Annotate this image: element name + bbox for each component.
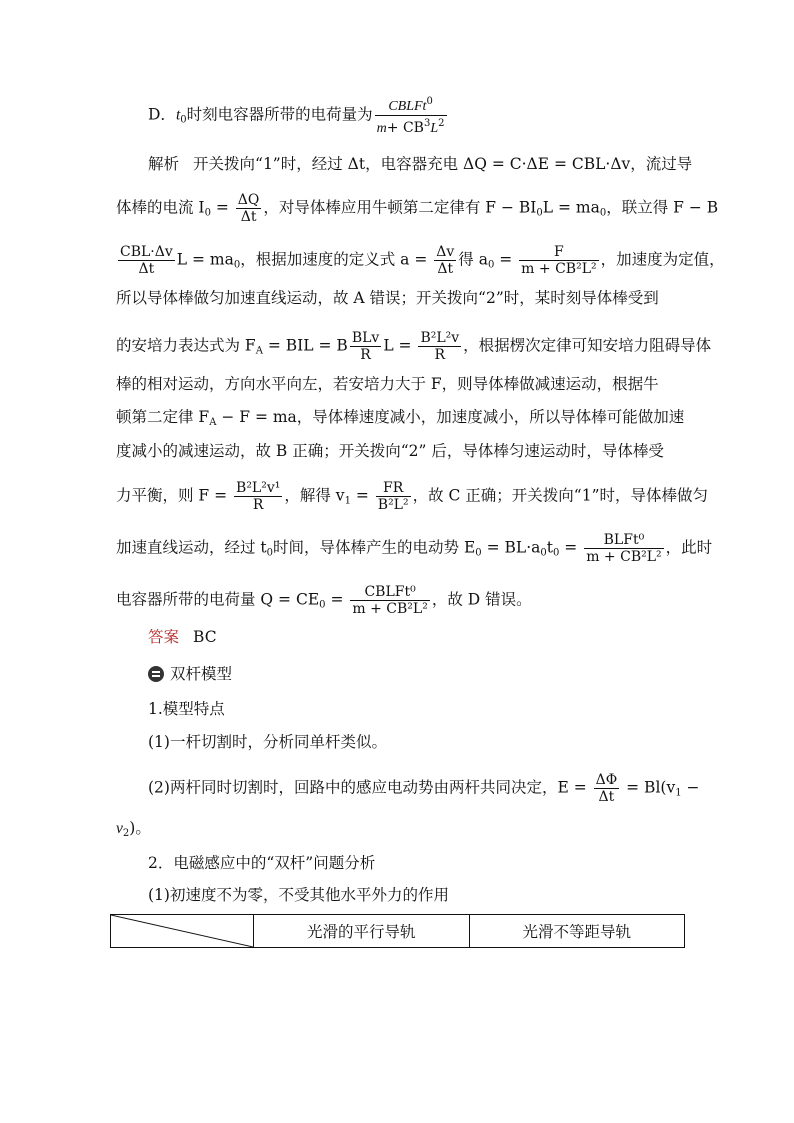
- analysis-line-9: [116, 480, 708, 513]
- formula-fraction: [584, 532, 663, 565]
- formula-fraction: [234, 480, 282, 513]
- num: FR: [376, 480, 411, 497]
- option-d-label: D．: [148, 105, 176, 124]
- text: 时间，导体棒产生的电动势 E: [273, 538, 476, 557]
- num: ΔQ: [237, 192, 260, 208]
- text: =: [494, 250, 518, 269]
- text: ，联立得 F − B: [606, 198, 719, 217]
- analysis-line-7: [116, 407, 684, 433]
- text: ，解得 v: [284, 486, 345, 505]
- text: − F = ma，导体棒速度减小，加速度减小，所以导体棒可能做加速: [216, 408, 685, 426]
- sub: 0: [204, 207, 211, 219]
- analysis-line-3: [116, 244, 725, 277]
- analysis-line-11: [116, 584, 532, 617]
- den-a: m: [376, 121, 387, 136]
- section-item-2: 2．电磁感应中的“双杆”问题分析: [148, 854, 376, 872]
- text: )。: [129, 819, 151, 837]
- den: Δt: [598, 789, 615, 805]
- answer-label: 答案: [148, 628, 180, 646]
- sup: 2: [438, 118, 445, 129]
- section-item-2-1: (1)初速度不为零，不受其他水平外力的作用: [148, 886, 449, 904]
- formula-fraction: [418, 330, 461, 363]
- analysis-label: 解析: [148, 155, 180, 173]
- den-c: L: [430, 121, 439, 136]
- text: L =: [383, 336, 417, 355]
- den: Δt: [437, 261, 454, 277]
- sub: 0: [180, 114, 187, 126]
- text: 加速直线运动，经过 t: [116, 538, 267, 557]
- text: ，加速度为定值，: [600, 250, 725, 269]
- sub: 0: [319, 599, 326, 611]
- num: Δv: [436, 244, 455, 260]
- den: B²L²: [377, 497, 409, 513]
- option-d: [148, 94, 449, 137]
- num: CBL·Δv: [120, 244, 173, 260]
- table-header-unequal: 光滑不等距导轨: [469, 915, 685, 948]
- section-item-1-2-cont: [116, 818, 151, 844]
- den: m + CB²L²: [352, 601, 428, 617]
- text: = Bl(v: [621, 778, 676, 797]
- text: 的安培力表达式为 F: [116, 336, 256, 355]
- num: ΔΦ: [595, 772, 618, 788]
- diagonal-header-cell: [111, 915, 254, 948]
- analysis-line-5: [116, 330, 711, 363]
- sub: 0: [475, 547, 482, 559]
- formula-fraction: [376, 480, 411, 513]
- section-heading: [148, 664, 232, 684]
- var-t: t: [175, 106, 181, 124]
- sub: 0: [487, 259, 495, 271]
- sub: A: [209, 417, 217, 428]
- num: BLv: [351, 330, 380, 346]
- num: CBLFt: [388, 99, 427, 114]
- den: Δt: [138, 261, 155, 277]
- analysis-line-6: 棒的相对运动，方向水平向左，若安培力大于 F，则导体棒做减速运动，根据牛: [116, 375, 659, 393]
- num: F: [519, 244, 598, 261]
- formula-fraction: [434, 244, 456, 277]
- section-title: 双杆模型: [170, 665, 233, 683]
- section-item-1: 1.模型特点: [148, 700, 225, 718]
- analysis-line-10: [116, 532, 712, 565]
- sub: 2: [122, 828, 130, 839]
- table-row: [111, 915, 685, 948]
- text: ，根据楞次定律可知安培力阻碍导体: [463, 336, 712, 355]
- text: L = ma: [176, 250, 234, 269]
- formula-fraction: [236, 192, 262, 225]
- formula-fraction: [519, 244, 598, 277]
- den: m + CB²L²: [586, 549, 662, 565]
- text: 电容器所带的电荷量 Q = CE: [116, 590, 320, 609]
- formula-fraction: [350, 584, 429, 617]
- den-b: + CB: [386, 120, 424, 136]
- analysis-line-1: [148, 154, 692, 174]
- analysis-line-8: 度减小的减速运动，故 B 正确；开关拨向“2” 后，导体棒匀速运动时，导体棒受: [116, 442, 664, 460]
- sub: 0: [266, 547, 274, 559]
- analysis-line-2: [116, 192, 718, 225]
- section-item-1-2: [148, 772, 700, 805]
- text: (2)两杆同时切割时，回路中的感应电动势由两杆共同决定，E =: [148, 778, 592, 797]
- text: 体棒的电流 I: [116, 198, 205, 217]
- section-marker-icon: [148, 666, 164, 682]
- text: 得 a: [458, 250, 488, 269]
- text: −: [681, 778, 700, 797]
- text: ，根据加速度的定义式 a =: [240, 250, 433, 269]
- diagonal-line: [111, 915, 253, 947]
- text: = BIL = B: [262, 336, 348, 355]
- text: ，对导体棒应用牛顿第二定律有 F − BI: [263, 198, 537, 217]
- text: 开关拨向“1”时，经过 Δt，电容器充电 ΔQ = C·ΔE = CBL·Δv，流过导: [193, 155, 693, 173]
- formula-fraction: [375, 94, 447, 137]
- sub: 1: [344, 495, 351, 507]
- num: CBLFt⁰: [350, 584, 429, 601]
- text: 力平衡，则 F =: [116, 486, 233, 505]
- den: R: [360, 347, 371, 363]
- comparison-table: [110, 914, 685, 948]
- text: L = ma: [542, 198, 600, 217]
- num: B²L²v: [420, 330, 460, 346]
- text: 顿第二定律 F: [116, 408, 210, 426]
- sup: 3: [423, 118, 431, 129]
- table-header-parallel: 光滑的平行导轨: [254, 915, 470, 948]
- sub: 0: [233, 259, 241, 271]
- section-item-1-1: (1)一杆切割时，分析同单杆类似。: [148, 733, 387, 751]
- den: R: [434, 347, 446, 363]
- den: m + CB²L²: [521, 261, 597, 277]
- var-v: v: [116, 820, 123, 837]
- text: =: [559, 538, 583, 557]
- answer-line: [148, 627, 217, 647]
- text: =: [325, 590, 349, 609]
- text: t: [546, 538, 553, 557]
- text: =: [350, 486, 374, 505]
- answer-value: BC: [193, 628, 217, 646]
- num: BLFt⁰: [584, 532, 663, 549]
- formula-fraction: [118, 244, 175, 277]
- text: = BL·a: [481, 538, 541, 557]
- num: B²L²v¹: [236, 480, 281, 496]
- analysis-line-4: 所以导体棒做匀加速直线运动，故 A 错误；开关拨向“2”时，某时刻导体棒受到: [116, 289, 659, 307]
- text: ，此时: [665, 538, 713, 557]
- sub: 0: [536, 207, 543, 219]
- sub: 1: [675, 787, 682, 799]
- sub: 0: [552, 547, 560, 559]
- text: ，故 C 正确；开关拨向“1”时，导体棒做匀: [412, 486, 709, 505]
- text: ，故 D 错误。: [431, 590, 532, 609]
- text: =: [210, 198, 234, 217]
- den: R: [252, 497, 264, 513]
- sub: A: [255, 345, 263, 357]
- sub: 0: [599, 207, 607, 219]
- formula-fraction: [350, 330, 382, 363]
- sup: 0: [426, 96, 433, 107]
- option-d-text: 时刻电容器所带的电荷量为: [186, 105, 373, 124]
- den: Δt: [240, 209, 257, 225]
- formula-fraction: [594, 772, 620, 805]
- sub: 0: [540, 547, 547, 559]
